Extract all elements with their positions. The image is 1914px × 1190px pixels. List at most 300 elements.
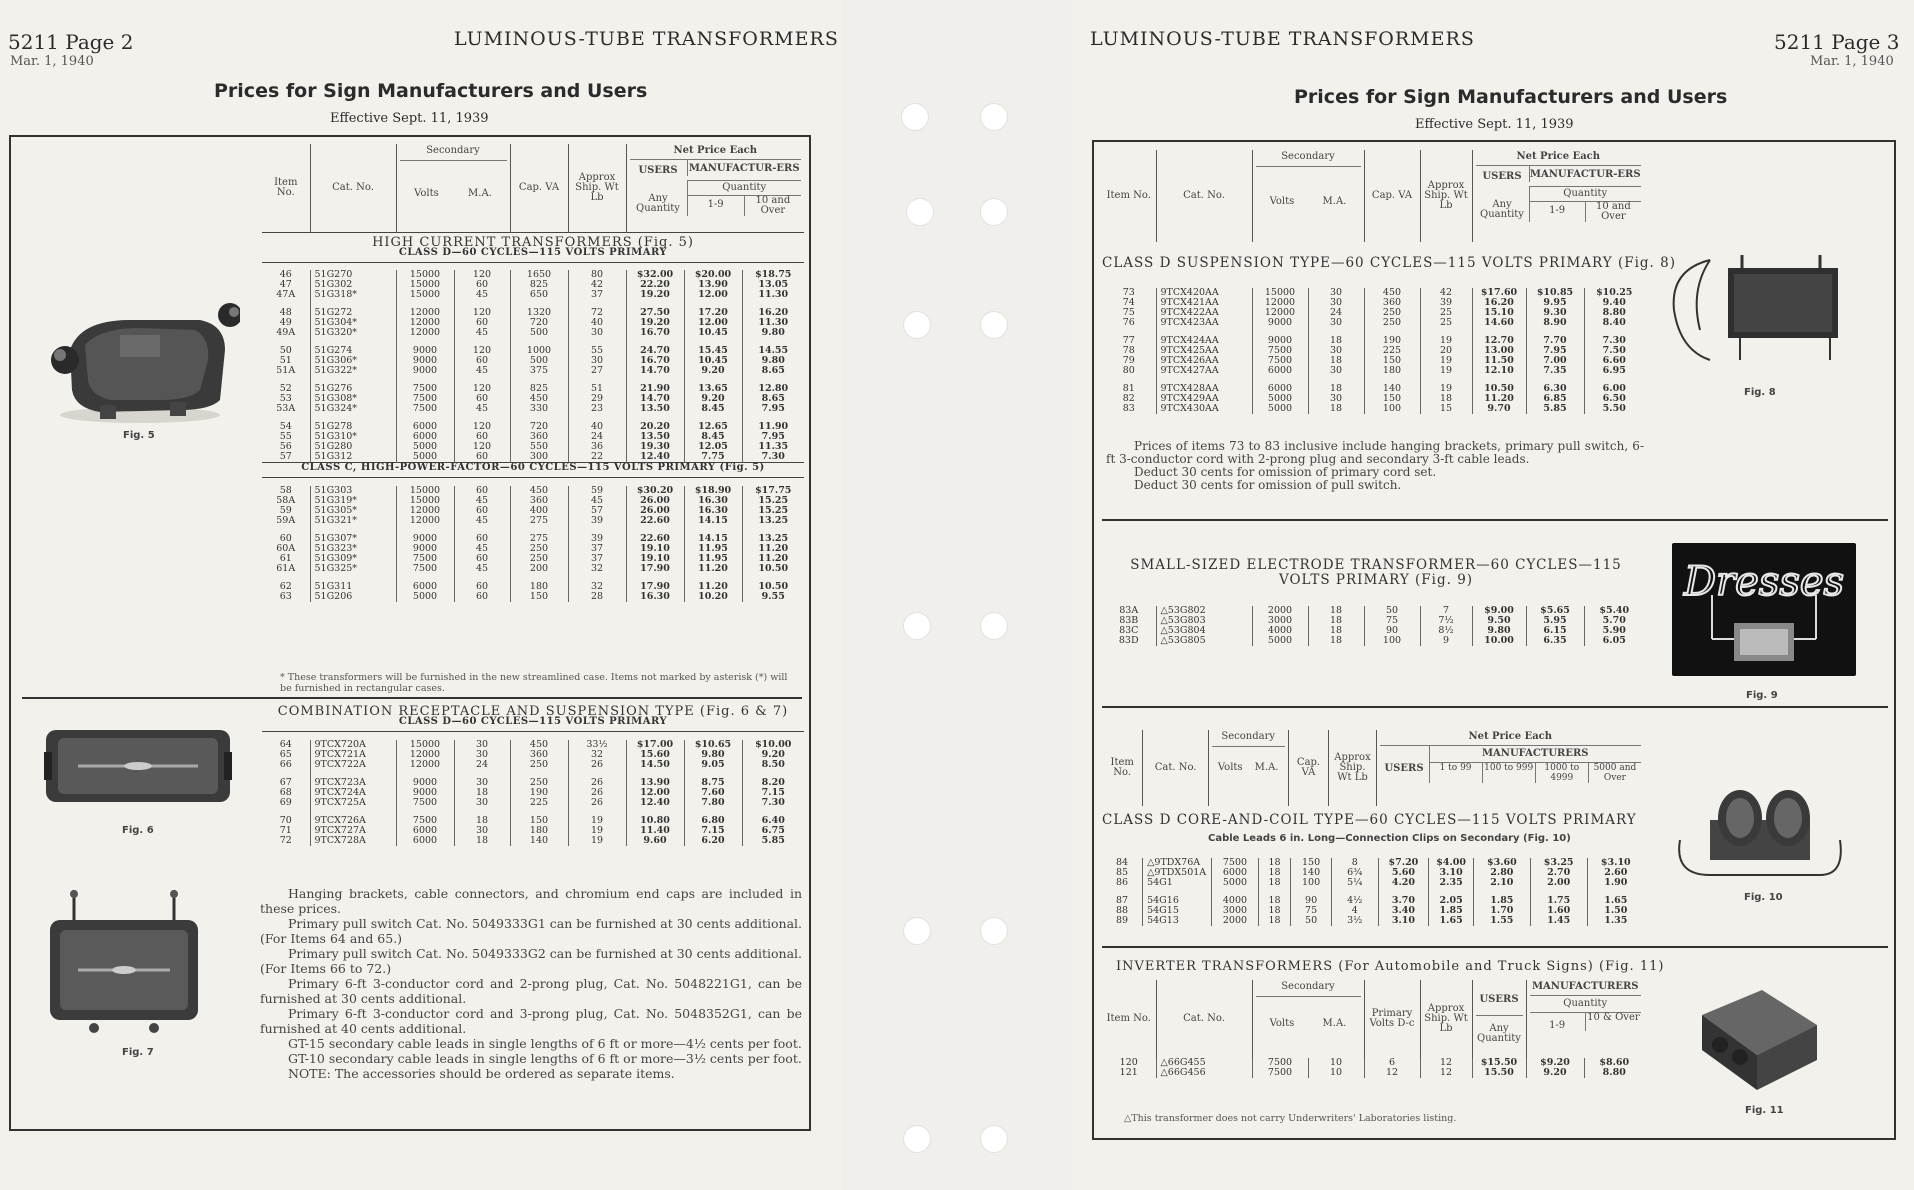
table-cell: 7.35 — [1526, 366, 1584, 376]
table-cell: 8½ — [1420, 626, 1472, 636]
table-cell: 6.80 — [684, 816, 742, 826]
binder-hole — [903, 612, 931, 640]
table-cell: 53A — [276, 403, 296, 414]
table-cell: 9.80 — [1472, 626, 1526, 636]
table-cell: 6.30 — [1526, 384, 1584, 394]
col-users: USERS — [1380, 746, 1430, 783]
table-cell: 7500 — [396, 394, 454, 404]
table-cell: 32 — [568, 750, 626, 760]
table-cell: 7.70 — [1526, 336, 1584, 346]
col-users: USERS — [630, 160, 688, 176]
table-cell: 7500 — [396, 384, 454, 394]
table-cell: 40 — [568, 422, 626, 432]
note-line: Prices of items 73 to 83 inclusive include hanging brackets, primary pull switch, 6-ft 3-conductor cord with 2-prong plug and secondary 3-ft cable leads. — [1106, 439, 1644, 466]
table-cell: 22 — [568, 452, 626, 463]
table-cell: 75 — [1364, 616, 1420, 626]
table-cell: 180 — [510, 582, 568, 592]
table-cell: 6000 — [396, 432, 454, 442]
table-cell: 60 — [454, 554, 510, 564]
table-cell: 6000 — [1252, 384, 1308, 394]
table-cell: 6000 — [396, 826, 454, 836]
table-cell: 12000 — [396, 318, 454, 328]
table-cell: 18 — [454, 788, 510, 798]
table-cell: 7.95 — [742, 404, 804, 414]
table-cell: 26 — [568, 760, 626, 770]
col-volts: Volts — [1269, 196, 1295, 207]
table-cell: 58A — [276, 494, 296, 506]
table-cell: 18 — [1308, 336, 1364, 346]
table-cell: $17.00 — [626, 740, 684, 750]
table-row — [262, 404, 804, 414]
page-number-right: 5211 Page 3 — [1774, 30, 1900, 54]
triangle-footnote: △This transformer does not carry Underwriters' Laboratories listing. — [1124, 1113, 1457, 1124]
table-cell: 19 — [1420, 366, 1472, 376]
table-cell: 15000 — [396, 280, 454, 290]
col-any-quantity: Any Quantity — [1476, 186, 1530, 222]
table-cell: 9000 — [396, 356, 454, 366]
table-cell: 6¾ — [1331, 868, 1378, 878]
table-cell: 13.90 — [626, 778, 684, 788]
table-cell: 9TCX430AA — [1156, 404, 1252, 414]
table-cell: 5000 — [1252, 636, 1308, 646]
table-cell: 60 — [454, 582, 510, 592]
table-cell: 8.40 — [1584, 318, 1644, 328]
table-cell: $10.00 — [742, 740, 804, 750]
table-cell: 7500 — [396, 798, 454, 808]
table-cell: 5.70 — [1584, 616, 1644, 626]
table-cell: △53G803 — [1156, 616, 1252, 626]
table-cell: 6.50 — [1584, 394, 1644, 404]
table-cell: $5.65 — [1526, 606, 1584, 616]
table-cell: $10.65 — [684, 740, 742, 750]
table-cell: 7.30 — [1584, 336, 1644, 346]
section-title-small-electrode: SMALL-SIZED ELECTRODE TRANSFORMER—60 CYCLES—115 VOLTS PRIMARY (Fig. 9) — [1130, 557, 1622, 588]
table-cell: 15.50 — [1472, 1068, 1526, 1078]
table-cell: 1650 — [510, 270, 568, 280]
table-cell: 60 — [454, 452, 510, 463]
table-cell: 11.30 — [742, 290, 804, 300]
table-cell: 16.20 — [1472, 298, 1526, 308]
table-cell: 26.00 — [626, 506, 684, 516]
table-cell: 190 — [510, 788, 568, 798]
table-cell: 9000 — [396, 534, 454, 544]
table-cell: 67 — [279, 776, 292, 788]
table-cell: 12.00 — [684, 290, 742, 300]
col-cat: Cat. No. — [1156, 150, 1252, 242]
table-cell: 19.10 — [626, 544, 684, 554]
running-header-right: LUMINOUS-TUBE TRANSFORMERS — [1090, 28, 1475, 50]
table-cell: 9TCX422AA — [1156, 308, 1252, 318]
col-cap: Cap. VA — [1364, 150, 1420, 242]
table-cell: 74 — [1122, 297, 1135, 308]
table-cell: 150 — [510, 816, 568, 826]
table-cell: 11.20 — [742, 544, 804, 554]
table-cell: 9TCX722A — [310, 760, 396, 770]
table-cell: 140 — [1291, 868, 1332, 878]
table-cell: 225 — [1364, 346, 1420, 356]
note-line: Primary 6-ft 3-conductor cord and 2-prong plug, Cat. No. 5048221G1, can be furnished at 30 cents additional. — [260, 976, 802, 1006]
table-row — [262, 366, 804, 376]
table-cell: 60 — [454, 356, 510, 366]
table-cell: 9000 — [396, 788, 454, 798]
table-cell: 9TCX426AA — [1156, 356, 1252, 366]
fig8-caption: Fig. 8 — [1744, 387, 1776, 398]
table-cell: 60A — [276, 542, 296, 554]
note-line: Deduct 30 cents for omission of primary cord set. — [1134, 465, 1437, 479]
table-cell: $17.75 — [742, 486, 804, 496]
table-cell: 300 — [510, 452, 568, 463]
table-cell: 7.15 — [742, 788, 804, 798]
table-cell: 5000 — [396, 592, 454, 602]
table-cell: 18 — [1258, 896, 1290, 906]
table-cell: 10.45 — [684, 328, 742, 338]
table-row — [262, 452, 804, 463]
suspension-type-rows — [1102, 288, 1644, 414]
table-cell: 12.70 — [1472, 336, 1526, 346]
col-cat: Cat. No. — [1156, 980, 1252, 1058]
fig10-core-coil-image — [1670, 780, 1850, 890]
col-net-price: Net Price Each — [1476, 152, 1642, 166]
table-cell: △66G456 — [1156, 1068, 1252, 1078]
table-cell: 14.70 — [626, 394, 684, 404]
table-cell: 10.00 — [1472, 636, 1526, 646]
core-and-coil-table — [1102, 858, 1644, 926]
table-cell: 9TCX425AA — [1156, 346, 1252, 356]
table-cell: 45 — [454, 544, 510, 554]
table-cell: 19.20 — [626, 290, 684, 300]
asterisk-footnote: * These transformers will be furnished in the new streamlined case. Items not marked by asterisk (*) will be furnished in rectangular cases. — [280, 672, 788, 694]
table-cell: 9000 — [396, 346, 454, 356]
table-cell: △53G802 — [1156, 606, 1252, 616]
table-cell: 225 — [510, 798, 568, 808]
table-cell: 54G15 — [1143, 906, 1212, 916]
table-cell: 51G322* — [310, 366, 396, 376]
table-cell: 5.60 — [1378, 868, 1429, 878]
table-cell: $4.00 — [1429, 858, 1474, 868]
table-cell: △53G805 — [1156, 636, 1252, 646]
table-cell: 60 — [454, 280, 510, 290]
table-cell: 2.10 — [1473, 878, 1530, 888]
table-cell: 51G302 — [310, 280, 396, 290]
table-cell: 2000 — [1252, 606, 1308, 616]
col-qty-1-9: 1-9 — [688, 196, 745, 216]
table-cell: △53G804 — [1156, 626, 1252, 636]
col-manufacturers: MANUFACTURERS — [1430, 746, 1642, 763]
table-cell: 22.60 — [626, 534, 684, 544]
table-cell: 8.50 — [742, 760, 804, 770]
col-any-quantity: Any Quantity — [1476, 1015, 1523, 1044]
high-current-transformers-table — [262, 144, 804, 602]
table-cell: 14.50 — [626, 760, 684, 770]
table-cell: 57 — [279, 451, 292, 462]
table-cell: 51 — [568, 384, 626, 394]
table-cell: 1.65 — [1429, 916, 1474, 926]
table-row — [262, 750, 804, 760]
table-cell: 12000 — [1252, 308, 1308, 318]
table-cell: 50 — [279, 345, 292, 356]
binder-hole — [980, 198, 1008, 226]
table-row — [1102, 1068, 1644, 1078]
table-cell: 8.65 — [742, 394, 804, 404]
divider-right-1 — [1102, 519, 1888, 521]
table-cell: 1.45 — [1530, 916, 1587, 926]
table-cell: 150 — [1291, 858, 1332, 868]
table-cell: 6.35 — [1526, 636, 1584, 646]
table-cell: 9TCX423AA — [1156, 318, 1252, 328]
table-cell: 60 — [454, 506, 510, 516]
table-cell: 8.80 — [1584, 308, 1644, 318]
table-cell: 13.25 — [742, 534, 804, 544]
table-cell: 68 — [279, 786, 292, 798]
table-cell: $3.10 — [1587, 858, 1644, 868]
table-cell: 16.30 — [684, 506, 742, 516]
table-cell: 15.45 — [684, 346, 742, 356]
table-cell: 18 — [1258, 906, 1290, 916]
table-cell: 7.30 — [742, 452, 804, 463]
col-secondary: Secondary — [1256, 982, 1361, 997]
table-cell: 19.10 — [626, 554, 684, 564]
col-net-price: Net Price Each — [1380, 732, 1642, 746]
table-cell: 19 — [568, 816, 626, 826]
col-volts: Volts — [1217, 762, 1243, 773]
table-cell: 450 — [510, 486, 568, 496]
table-cell: 51G272 — [310, 308, 396, 318]
table-cell: 8.80 — [1584, 1068, 1644, 1078]
table-cell: 150 — [1364, 356, 1420, 366]
effective-date-right: Effective Sept. 11, 1939 — [1415, 117, 1574, 132]
small-electrode-table — [1102, 606, 1644, 646]
table-cell: 250 — [1364, 318, 1420, 328]
table-row — [1102, 636, 1644, 646]
table-cell: 12000 — [396, 750, 454, 760]
table-cell: 45 — [454, 404, 510, 414]
table-cell: 18 — [1308, 626, 1364, 636]
table-cell: 59A — [276, 514, 296, 526]
table-cell: 180 — [1364, 366, 1420, 376]
table-cell: 12.40 — [626, 452, 684, 463]
table-cell: 120 — [454, 346, 510, 356]
table-cell: 25 — [1420, 308, 1472, 318]
table-cell: 45 — [454, 290, 510, 300]
col-ship: Approx Ship. Wt Lb — [568, 144, 626, 232]
table-cell: 18 — [1308, 616, 1364, 626]
table-cell: $5.40 — [1584, 606, 1644, 616]
table-cell: 24.70 — [626, 346, 684, 356]
table-cell: 9.20 — [742, 750, 804, 760]
table-cell: 10.45 — [684, 356, 742, 366]
table-cell: 10.80 — [626, 816, 684, 826]
col-secondary: Secondary — [1256, 152, 1361, 167]
table-cell: 1.85 — [1429, 906, 1474, 916]
table-cell: 4000 — [1252, 626, 1308, 636]
table-row — [262, 496, 804, 506]
table-cell: 11.95 — [684, 544, 742, 554]
table-cell: 77 — [1122, 335, 1135, 346]
table-cell: △66G455 — [1156, 1058, 1252, 1068]
col-users: USERS — [1479, 993, 1519, 1005]
table-cell: 1.55 — [1473, 916, 1530, 926]
table-cell: 18 — [1308, 606, 1364, 616]
table-cell: 6.60 — [1584, 356, 1644, 366]
table-cell: 39 — [568, 516, 626, 526]
table-cell: 54G1 — [1143, 878, 1212, 888]
table-cell: 190 — [1364, 336, 1420, 346]
core-and-coil-header — [1102, 730, 1644, 806]
table-cell: 9TCX725A — [310, 798, 396, 808]
table-cell: 48 — [279, 307, 292, 318]
table-cell: 10.20 — [684, 592, 742, 602]
table-cell: 100 — [1364, 636, 1420, 646]
table-cell: 250 — [510, 544, 568, 554]
col-item: Item No. — [274, 176, 298, 198]
table-cell: 9.05 — [684, 760, 742, 770]
accessories-notes — [260, 886, 802, 1081]
table-cell: 360 — [510, 432, 568, 442]
table-cell: 10.50 — [1472, 384, 1526, 394]
section-subtitle-row — [262, 248, 804, 263]
binder-hole — [980, 917, 1008, 945]
table-cell: 69 — [279, 796, 292, 808]
table-cell: 9.20 — [684, 394, 742, 404]
table-cell: 45 — [454, 496, 510, 506]
table-cell: 20.20 — [626, 422, 684, 432]
fig5-caption: Fig. 5 — [123, 430, 155, 441]
table-cell: 1.75 — [1530, 896, 1587, 906]
table-cell: 9TCX424AA — [1156, 336, 1252, 346]
col-users: USERS — [1476, 166, 1530, 182]
table-cell: 83D — [1118, 635, 1139, 646]
table-cell: 37 — [568, 544, 626, 554]
table-cell: 19 — [1420, 384, 1472, 394]
table-cell: 5000 — [396, 452, 454, 463]
running-header-left: LUMINOUS-TUBE TRANSFORMERS — [454, 28, 839, 50]
section-subtitle-core-and-coil: Cable Leads 6 in. Long—Connection Clips on Secondary (Fig. 10) — [1208, 833, 1571, 844]
table-cell: 7 — [1420, 606, 1472, 616]
table-cell: 500 — [510, 328, 568, 338]
table-row — [262, 534, 804, 544]
table-cell: $10.85 — [1526, 288, 1584, 298]
table-cell: 7.95 — [742, 432, 804, 442]
col-manufacturers: MANUFACTUR-ERS — [1529, 169, 1641, 180]
col-ship: Approx Ship. Wt Lb — [1329, 730, 1376, 806]
table-cell: 87 — [1116, 895, 1129, 906]
binder-hole — [903, 917, 931, 945]
fig6-caption: Fig. 6 — [122, 825, 154, 836]
table-cell: 9000 — [396, 544, 454, 554]
col-volts: Volts — [1269, 1018, 1295, 1029]
binder-hole — [980, 612, 1008, 640]
table-cell: 60 — [454, 534, 510, 544]
table-cell: 15000 — [396, 290, 454, 300]
table-cell: 3000 — [1212, 906, 1259, 916]
table-cell: 51G308* — [310, 394, 396, 404]
table-cell: $30.20 — [626, 486, 684, 496]
table-cell: 9000 — [396, 778, 454, 788]
table-cell: 10 — [1308, 1058, 1364, 1068]
table-cell: 42 — [1420, 288, 1472, 298]
note-line: Primary pull switch Cat. No. 5049333G2 can be furnished at 30 cents additional. (For Items 66 to 72.) — [260, 946, 802, 976]
table-cell: 51G206 — [310, 592, 396, 602]
table-cell: 19 — [1420, 336, 1472, 346]
table-cell: 78 — [1122, 345, 1135, 356]
note-line: Primary pull switch Cat. No. 5049333G1 can be furnished at 30 cents additional. (For Items 64 and 65.) — [260, 916, 802, 946]
col-qty-100-999: 100 to 999 — [1483, 763, 1536, 783]
table-cell: $17.60 — [1472, 288, 1526, 298]
table-cell: 51G274 — [310, 346, 396, 356]
table-cell: 12.65 — [684, 422, 742, 432]
table-cell: 51 — [279, 355, 292, 366]
table-row — [262, 778, 804, 788]
section-title: COMBINATION RECEPTACLE AND SUSPENSION TYPE (Fig. 6 & 7) — [277, 704, 789, 719]
table-cell: 30 — [1308, 346, 1364, 356]
table-cell: 30 — [454, 740, 510, 750]
table-cell: 45 — [454, 564, 510, 574]
table-cell: 40 — [568, 318, 626, 328]
table-cell: 18 — [1308, 356, 1364, 366]
table-cell: 6.40 — [742, 816, 804, 826]
table-cell: 7500 — [1252, 346, 1308, 356]
table-cell: 18 — [1258, 878, 1290, 888]
table-cell: 16.30 — [626, 592, 684, 602]
table-cell: 30 — [454, 778, 510, 788]
fig6-transformer-image — [42, 722, 234, 812]
table-cell: 56 — [279, 441, 292, 452]
fig5-transformer-image — [40, 290, 240, 430]
table-cell: $20.00 — [684, 270, 742, 280]
table-cell: 5.90 — [1584, 626, 1644, 636]
table-cell: 16.20 — [742, 308, 804, 318]
fig11-caption: Fig. 11 — [1745, 1105, 1784, 1116]
table-cell: 180 — [510, 826, 568, 836]
table-cell: 150 — [1364, 394, 1420, 404]
col-ma: M.A. — [1322, 196, 1347, 207]
col-quantity: Quantity — [1530, 186, 1642, 202]
table-row — [1102, 318, 1644, 328]
col-cap: Cap. VA — [510, 144, 568, 232]
table-cell: 16.70 — [626, 328, 684, 338]
fig9-caption: Fig. 9 — [1746, 690, 1778, 701]
table-cell: 1000 — [510, 346, 568, 356]
table-cell: 30 — [1308, 298, 1364, 308]
table-cell: 4½ — [1331, 896, 1378, 906]
section-title-row — [262, 702, 804, 717]
table-cell: 9TCX726A — [310, 816, 396, 826]
table-cell: 27.50 — [626, 308, 684, 318]
col-qty-10-over: 10 and Over — [755, 195, 791, 216]
table-cell: 36 — [568, 442, 626, 452]
table-cell: 13.50 — [626, 432, 684, 442]
suspension-notes — [1106, 440, 1644, 492]
table-cell: 9.60 — [626, 836, 684, 846]
table-cell: 12000 — [1252, 298, 1308, 308]
col-qty-5000-over: 5000 and Over — [1593, 763, 1637, 783]
table-row — [1102, 878, 1644, 888]
table-cell: 19 — [568, 826, 626, 836]
table-cell: 89 — [1116, 915, 1129, 926]
table-cell: 16.70 — [626, 356, 684, 366]
table-row — [262, 826, 804, 836]
table-cell: 12.40 — [626, 798, 684, 808]
table-cell: 84 — [1116, 857, 1129, 868]
table-cell: 650 — [510, 290, 568, 300]
table-cell: 59 — [568, 486, 626, 496]
table-cell: 8.45 — [684, 432, 742, 442]
table-cell: 59 — [279, 504, 292, 516]
binder-hole — [980, 311, 1008, 339]
table-cell: 13.00 — [1472, 346, 1526, 356]
table-cell: 7500 — [1252, 1068, 1308, 1078]
table-cell: 7.75 — [684, 452, 742, 463]
